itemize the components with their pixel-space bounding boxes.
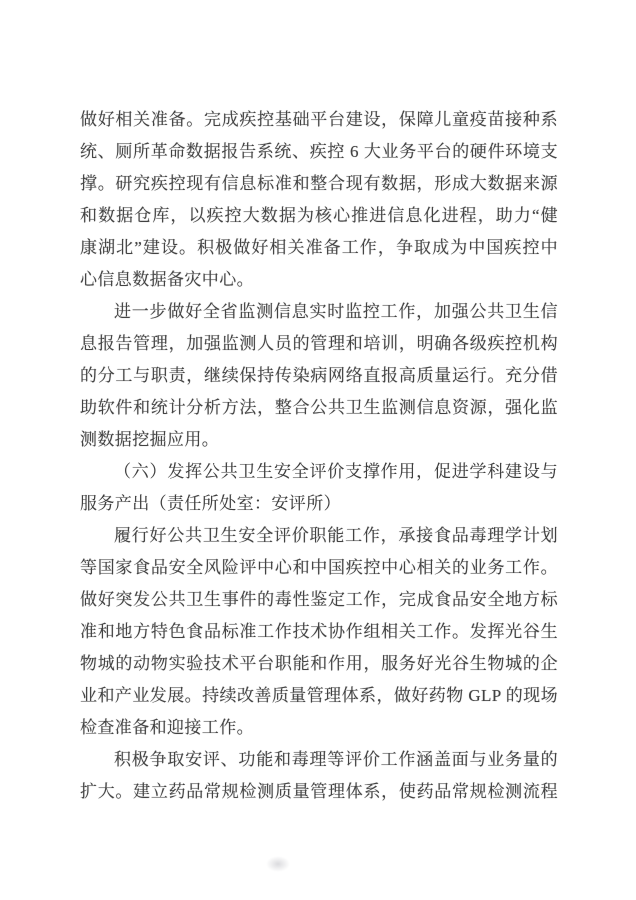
text-line: 进一步做好全省监测信息实时监控工作，加强公共卫生信: [114, 302, 558, 321]
scan-smudge: [266, 856, 290, 872]
text-line: 做好相关准备。完成疾控基础平台建设，保障儿童疫苗接种系: [80, 110, 558, 129]
text-line: 康湖北”建设。积极做好相关准备工作，争取成为中国疾控中: [80, 238, 558, 257]
text-line: 测数据挖掘应用。: [80, 430, 220, 449]
heading-line: （六）发挥公共卫生安全评价支撑作用，促进学科建设与: [114, 462, 558, 481]
text-line: 履行好公共卫生安全评价职能工作，承接食品毒理学计划: [114, 526, 558, 545]
document-body: [80, 104, 558, 808]
text-line: 和数据仓库，以疾控大数据为核心推进信息化进程，助力“健: [80, 206, 558, 225]
heading-line: 服务产出（责任所处室：安评所）: [80, 494, 341, 513]
text-line: 扩大。建立药品常规检测质量管理体系，使药品常规检测流程: [80, 782, 558, 801]
text-line: 助软件和统计分析方法，整合公共卫生监测信息资源，强化监: [80, 398, 558, 417]
text-line: 物城的动物实验技术平台职能和作用，服务好光谷生物城的企: [80, 654, 558, 673]
text-line: 检查准备和迎接工作。: [80, 718, 254, 737]
text-line: 的分工与职责，继续保持传染病网络直报高质量运行。充分借: [80, 366, 558, 385]
text-line: 准和地方特色食品标准工作技术协作组相关工作。发挥光谷生: [80, 622, 558, 641]
text-line: 等国家食品安全风险评中心和中国疾控中心相关的业务工作。: [80, 558, 558, 577]
text-line: 息报告管理，加强监测人员的管理和培训，明确各级疾控机构: [80, 334, 558, 353]
text-line: 统、厕所革命数据报告系统、疾控 6 大业务平台的硬件环境支: [80, 142, 558, 161]
text-line: 做好突发公共卫生事件的毒性鉴定工作，完成食品安全地方标: [80, 590, 558, 609]
text-line: 积极争取安评、功能和毒理等评价工作涵盖面与业务量的: [114, 750, 558, 769]
text-line: 心信息数据备灾中心。: [80, 270, 254, 289]
text-line: 业和产业发展。持续改善质量管理体系，做好药物 GLP 的现场: [80, 686, 558, 705]
text-line: 撑。研究疾控现有信息标准和整合现有数据，形成大数据来源: [80, 174, 558, 193]
